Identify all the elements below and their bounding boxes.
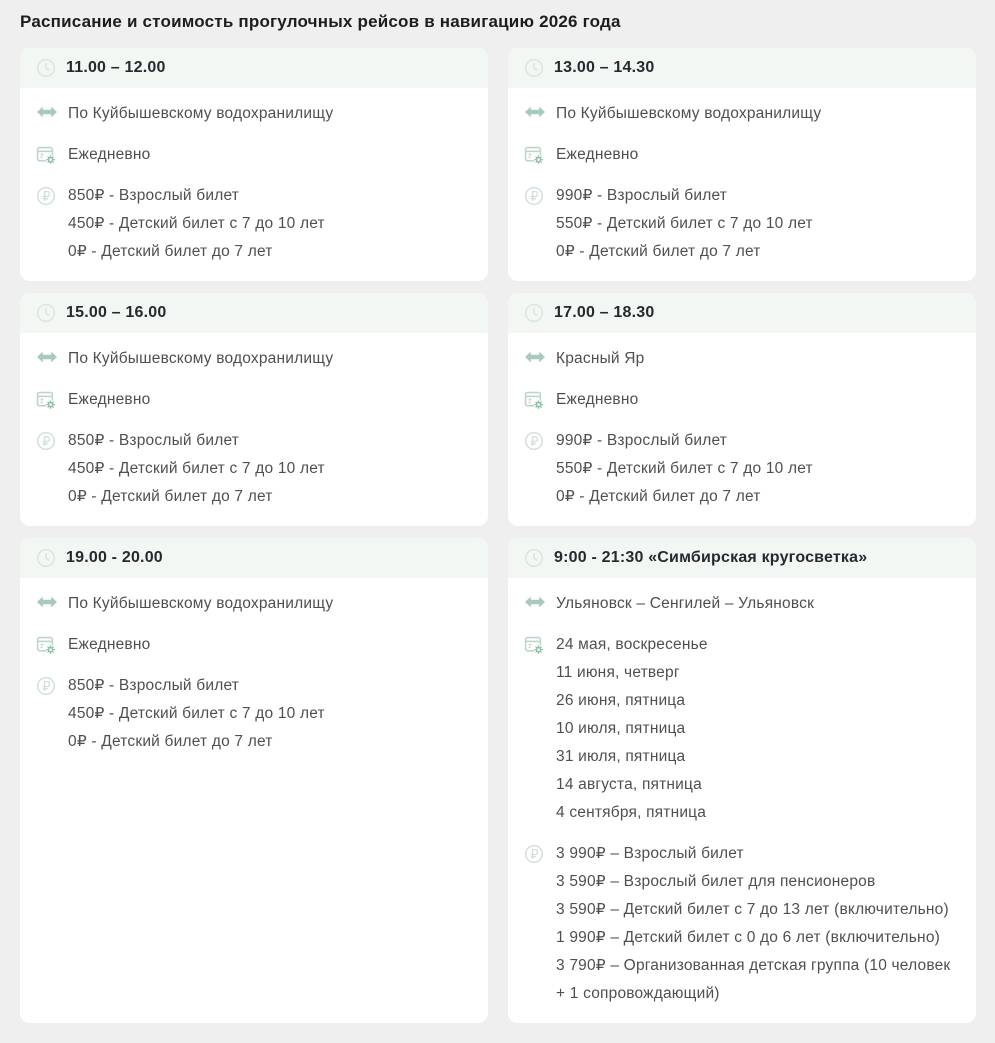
price-line: 990₽ - Взрослый билет [556,187,728,204]
price-row [524,427,960,511]
price-line: 0₽ - Детский билет до 7 лет [68,243,273,260]
cruise-cards-grid [20,48,976,1023]
page-title: Расписание и стоимость прогулочных рейсов в навигацию 2026 года [20,12,621,31]
schedule-line: 14 августа, пятница [556,776,702,793]
route-label: По Куйбышевскому водохранилищу [68,350,334,367]
ruble-circle-icon [524,427,546,511]
schedule-row [524,141,960,169]
ruble-circle-icon [524,182,546,266]
route-row [36,590,472,618]
schedule-line: 10 июля, пятница [556,720,686,737]
cruise-card [20,293,488,526]
route-row [36,100,472,128]
price-line: 550₽ - Детский билет с 7 до 10 лет [556,215,813,232]
price-line: 3 790₽ – Организованная детская группа (10 человек + 1 сопровождающий) [556,957,951,1002]
card-header [20,48,488,88]
price-row [36,427,472,511]
card-header [508,48,976,88]
ruble-circle-icon [524,840,546,1008]
card-body [20,333,488,526]
card-time: 19.00 - 20.00 [66,549,163,566]
price-row [36,672,472,756]
schedule-row [36,631,472,659]
card-time: 11.00 – 12.00 [66,59,166,76]
schedule-line: 26 июня, пятница [556,692,686,709]
price-line: 3 590₽ – Взрослый билет для пенсионеров [556,873,876,890]
price-line: 0₽ - Детский билет до 7 лет [68,733,273,750]
clock-icon [524,303,544,323]
card-body [508,88,976,281]
schedule-line: Ежедневно [68,636,151,653]
route-row [524,100,960,128]
arrows-left-right-icon [36,590,58,618]
price-line: 1 990₽ – Детский билет с 0 до 6 лет (включительно) [556,929,940,946]
route-row [524,345,960,373]
card-body [508,578,976,1023]
price-line: 850₽ - Взрослый билет [68,432,240,449]
price-line: 450₽ - Детский билет с 7 до 10 лет [68,215,325,232]
calendar-gear-icon [36,631,58,659]
route-label: По Куйбышевскому водохранилищу [68,105,334,122]
schedule-line: Ежедневно [68,391,151,408]
route-label: По Куйбышевскому водохранилищу [556,105,822,122]
schedule-row [36,386,472,414]
card-header [20,293,488,333]
price-lines [556,427,813,511]
calendar-gear-icon [524,386,546,414]
price-line: 3 590₽ – Детский билет с 7 до 13 лет (включительно) [556,901,949,918]
price-lines [68,182,325,266]
route-label: По Куйбышевскому водохранилищу [68,595,334,612]
cruise-card [20,538,488,1023]
schedule-lines [68,141,150,169]
price-line: 0₽ - Детский билет до 7 лет [556,243,761,260]
schedule-row [36,141,472,169]
cruise-card [508,48,976,281]
price-line: 850₽ - Взрослый билет [68,187,240,204]
price-row [36,182,472,266]
card-time: 13.00 – 14.30 [554,59,655,76]
card-time: 9:00 - 21:30 «Симбирская кругосветка» [554,549,868,566]
price-line: 850₽ - Взрослый билет [68,677,240,694]
cruise-card [508,538,976,1023]
calendar-gear-icon [36,386,58,414]
schedule-lines [556,386,638,414]
cruise-card [20,48,488,281]
clock-icon [36,548,56,568]
card-header [508,538,976,578]
calendar-gear-icon [524,141,546,169]
price-line: 550₽ - Детский билет с 7 до 10 лет [556,460,813,477]
schedule-line: 24 мая, воскресенье [556,636,708,653]
arrows-left-right-icon [36,345,58,373]
price-line: 450₽ - Детский билет с 7 до 10 лет [68,460,325,477]
clock-icon [36,303,56,323]
price-line: 990₽ - Взрослый билет [556,432,728,449]
price-line: 0₽ - Детский билет до 7 лет [68,488,273,505]
route-label: Красный Яр [556,350,645,367]
arrows-left-right-icon [524,590,546,618]
price-lines [556,840,960,1008]
ruble-circle-icon [36,672,58,756]
clock-icon [36,58,56,78]
price-lines [556,182,813,266]
schedule-lines [556,631,708,827]
clock-icon [524,548,544,568]
schedule-line: 31 июля, пятница [556,748,686,765]
cruise-card [508,293,976,526]
schedule-line: Ежедневно [556,146,639,163]
clock-icon [524,58,544,78]
schedule-line: 11 июня, четверг [556,664,680,681]
price-lines [68,672,325,756]
price-line: 0₽ - Детский билет до 7 лет [556,488,761,505]
schedule-line: Ежедневно [556,391,639,408]
schedule-row [524,386,960,414]
price-row [524,182,960,266]
card-header [20,538,488,578]
route-row [524,590,960,618]
card-body [20,88,488,281]
price-lines [68,427,325,511]
price-line: 450₽ - Детский билет с 7 до 10 лет [68,705,325,722]
schedule-lines [556,141,638,169]
price-line: 3 990₽ – Взрослый билет [556,845,744,862]
arrows-left-right-icon [36,100,58,128]
schedule-lines [68,631,150,659]
route-row [36,345,472,373]
card-header [508,293,976,333]
calendar-gear-icon [524,631,546,827]
arrows-left-right-icon [524,100,546,128]
ruble-circle-icon [36,427,58,511]
calendar-gear-icon [36,141,58,169]
price-row [524,840,960,1008]
card-time: 17.00 – 18.30 [554,304,655,321]
card-time: 15.00 – 16.00 [66,304,167,321]
schedule-line: Ежедневно [68,146,151,163]
schedule-row [524,631,960,827]
card-body [20,578,488,771]
schedule-lines [68,386,150,414]
route-label: Ульяновск – Сенгилей – Ульяновск [556,595,815,612]
arrows-left-right-icon [524,345,546,373]
card-body [508,333,976,526]
schedule-line: 4 сентября, пятница [556,804,707,821]
ruble-circle-icon [36,182,58,266]
